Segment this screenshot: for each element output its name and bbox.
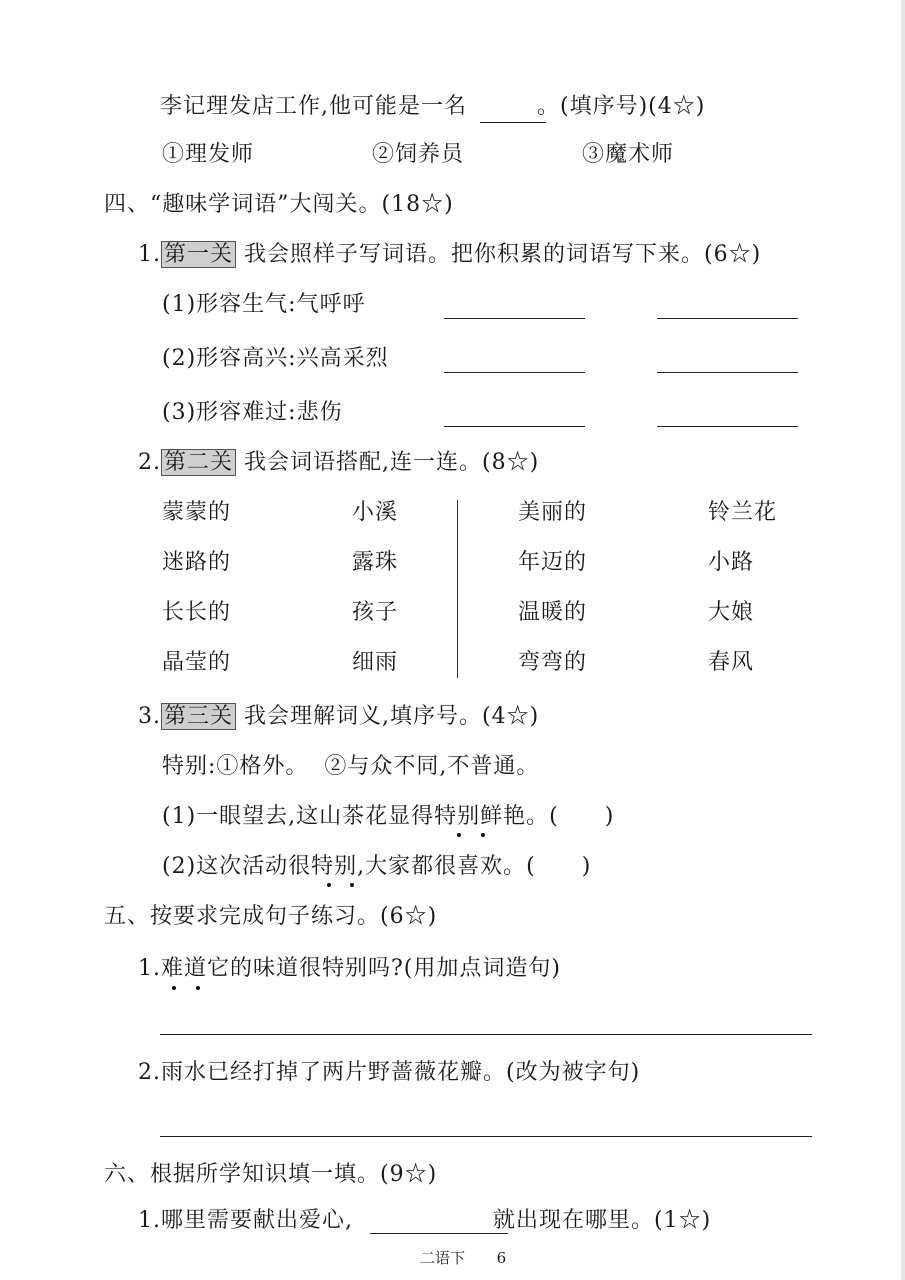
s4-part1-tag: 第一关 <box>161 241 236 268</box>
s4-part3-tag: 第三关 <box>161 703 236 730</box>
s4-part1-num: 1. <box>138 242 161 267</box>
q3-answer-blank[interactable] <box>480 122 546 123</box>
match-col1-item-2: 迷路的 <box>162 550 232 575</box>
page-number: 6 <box>496 1249 507 1267</box>
s5-q2-answer-line[interactable] <box>160 1136 812 1137</box>
q3-tail-line <box>160 92 705 122</box>
s4-part1-heading <box>138 240 761 270</box>
section5-title: 五、按要求完成句子练习。(6☆) <box>104 904 438 929</box>
s4-part1-row3-blank-b[interactable] <box>657 426 798 427</box>
s4-part1-row-1: (1)形容生气:气呼呼 <box>162 292 366 317</box>
s4-part1-row2-blank-b[interactable] <box>657 372 798 373</box>
section6-title: 六、根据所学知识填一填。(9☆) <box>104 1162 438 1187</box>
s4-part3-num: 3. <box>138 704 161 729</box>
match-col1-item-3: 长长的 <box>162 600 232 625</box>
emphasis-dot <box>196 986 200 990</box>
match-col3-item-1: 美丽的 <box>518 500 588 525</box>
emphasis-dot <box>481 833 485 837</box>
match-col2-item-3: 孩子 <box>352 600 399 625</box>
match-col2-item-4: 细雨 <box>352 650 399 675</box>
match-col3-item-3: 温暖的 <box>518 600 588 625</box>
match-col1-item-4: 晶莹的 <box>162 650 232 675</box>
s4-part3-q1 <box>162 802 614 832</box>
s4-part3-definition: 特别:①格外。 ②与众不同,不普通。 <box>162 754 540 779</box>
q3-option-2: ②饲养员 <box>372 142 465 167</box>
s4-part2-num: 2. <box>138 450 161 475</box>
emphasis-dot <box>172 986 176 990</box>
q3-tail-suffix: 。(填序号)(4☆) <box>537 94 706 119</box>
s4-part1-row3-blank-a[interactable] <box>444 426 585 427</box>
emphasis-dot <box>457 833 461 837</box>
page-edge-shadow <box>901 0 905 1280</box>
s4-part3-q1-text: (1)一眼望去,这山茶花显得特别鲜艳。( <box>162 804 559 829</box>
match-col4-item-2: 小路 <box>708 550 755 575</box>
s4-part3-q1-close: ) <box>604 804 615 829</box>
s6-q1-text: 1.哪里需要献出爱心, <box>138 1208 353 1233</box>
s6-q1-suffix: 就出现在哪里。(1☆) <box>492 1208 712 1233</box>
s4-part2-instruction: 我会词语搭配,连一连。(8☆) <box>244 450 540 475</box>
s4-part3-q2-close: ) <box>581 854 592 879</box>
footer-label: 二语下 <box>420 1249 466 1267</box>
s6-q1-answer-blank[interactable] <box>370 1233 508 1234</box>
match-col3-item-4: 弯弯的 <box>518 650 588 675</box>
s4-part3-q2-text: (2)这次活动很特别,大家都很喜欢。( <box>162 854 536 879</box>
section4-title: 四、“趣味学词语”大闯关。(18☆) <box>104 192 454 217</box>
s4-part3-heading <box>138 702 539 732</box>
s4-part1-row1-blank-b[interactable] <box>657 318 798 319</box>
emphasis-dot <box>327 883 331 887</box>
s4-part3-instruction: 我会理解词义,填序号。(4☆) <box>244 704 540 729</box>
s4-part1-row-2: (2)形容高兴:兴高采烈 <box>162 346 389 371</box>
match-col2-item-2: 露珠 <box>352 550 399 575</box>
match-col4-item-1: 铃兰花 <box>708 500 778 525</box>
s4-part1-instruction: 我会照样子写词语。把你积累的词语写下来。(6☆) <box>244 242 762 267</box>
s5-q1-answer-line[interactable] <box>160 1034 812 1035</box>
q3-tail-text: 李记理发店工作,他可能是一名 <box>160 94 467 119</box>
s5-q2: 2.雨水已经打掉了两片野蔷薇花瓣。(改为被字句) <box>138 1060 641 1085</box>
match-col1-item-1: 蒙蒙的 <box>162 500 232 525</box>
s4-part3-q2 <box>162 852 591 882</box>
match-col4-item-3: 大娘 <box>708 600 755 625</box>
s6-q1 <box>138 1206 711 1236</box>
s4-part1-row-3: (3)形容难过:悲伤 <box>162 400 343 425</box>
page-footer <box>420 1248 506 1268</box>
q3-option-1: ①理发师 <box>162 142 255 167</box>
match-divider <box>457 500 458 678</box>
match-col4-item-4: 春风 <box>708 650 755 675</box>
match-col3-item-2: 年迈的 <box>518 550 588 575</box>
emphasis-dot <box>350 883 354 887</box>
match-col2-item-1: 小溪 <box>352 500 399 525</box>
q3-option-3: ③魔术师 <box>582 142 675 167</box>
s4-part2-heading <box>138 448 539 478</box>
s4-part2-tag: 第二关 <box>161 449 236 476</box>
s4-part1-row2-blank-a[interactable] <box>444 372 585 373</box>
s4-part1-row1-blank-a[interactable] <box>444 318 585 319</box>
s5-q1: 1.难道它的味道很特别吗?(用加点词造句) <box>138 956 561 981</box>
